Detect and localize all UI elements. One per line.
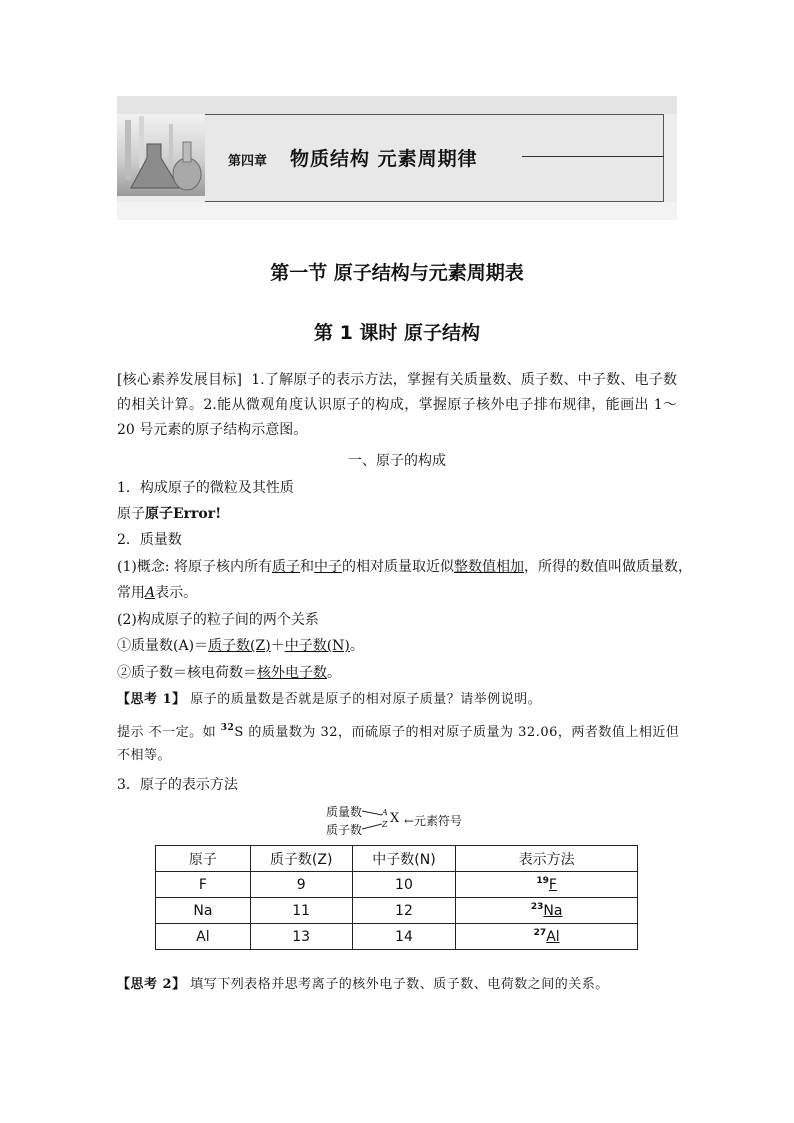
relation1-plus: ＋ xyxy=(270,638,285,654)
think2-question xyxy=(117,976,609,994)
element-symbol: Na xyxy=(543,903,563,919)
relation1-prefix: ①质量数(A)＝ xyxy=(117,638,209,654)
header-neutron: 中子数(N) xyxy=(352,846,456,872)
blank-neutron: 中子 xyxy=(314,559,342,575)
think1-hint xyxy=(117,719,679,742)
item3-heading: 3．原子的表示方法 xyxy=(117,777,238,793)
element-symbol-label: ←元素符号 xyxy=(404,814,463,828)
hint-label: 提示 xyxy=(117,725,145,740)
hint-part1: 不一定。如 xyxy=(144,725,221,740)
cell-atom: Na xyxy=(156,898,251,924)
banner-bottom-strip xyxy=(117,202,677,220)
blank-neutron-count: 中子数(N) xyxy=(284,638,350,654)
concept-middle: 的相对质量取近似 xyxy=(342,559,454,575)
relation-2 xyxy=(117,664,341,682)
blank-electron-count: 核外电子数 xyxy=(257,665,327,681)
concept-suffix: ，所得的数值叫做质量数， xyxy=(524,559,692,575)
think1-label: 【思考 1】 xyxy=(117,692,186,707)
blank-symbol-a: A xyxy=(145,585,156,601)
header-notation: 表示方法 xyxy=(456,846,638,872)
lab-glassware-image xyxy=(117,114,205,196)
think2-text: 填写下列表格并思考离子的核外电子数、质子数、电荷数之间的关系。 xyxy=(185,977,609,992)
concept-line-2 xyxy=(117,584,197,602)
concept-prefix: (1)概念: 将原子核内所有 xyxy=(117,559,272,575)
blank-proton: 质子 xyxy=(272,559,300,575)
goals-text: 1.了解原子的表示方法，掌握有关质量数、质子数、中子数、电子数的相关计算。2.能从微观角度认识原子的构成，掌握原子核外电子排布规律，能画出 1～20 号元素的原子结构示意图。 xyxy=(117,372,677,438)
header-atom: 原子 xyxy=(156,846,251,872)
mass-number: 19 xyxy=(536,876,549,886)
cell-notation xyxy=(456,924,638,950)
cell-z: 9 xyxy=(250,872,352,898)
relation2-end: 。 xyxy=(327,665,341,681)
proton-number-label: 质子数 xyxy=(326,823,363,837)
goals-label: [核心素养发展目标] xyxy=(117,372,242,388)
chapter-title-rule xyxy=(522,156,664,157)
lesson-title: 第 1 课时 原子结构 xyxy=(313,322,481,344)
cell-z: 11 xyxy=(250,898,352,924)
z-index: Z xyxy=(382,820,388,829)
think1-text: 原子的质量数是否就是原子的相对原子质量？请举例说明。 xyxy=(185,692,542,707)
blank-integer-sum: 整数值相加 xyxy=(454,559,524,575)
atom-notation-table xyxy=(155,845,638,950)
mass-number-label: 质量数 xyxy=(326,805,363,819)
part1-heading: 一、原子的构成 xyxy=(348,453,446,469)
think1-hint-line2: 不相等。 xyxy=(117,748,172,763)
table-header-row xyxy=(156,846,638,872)
item2-heading: 2．质量数 xyxy=(117,532,182,548)
item1-content xyxy=(117,505,221,523)
cell-atom: F xyxy=(156,872,251,898)
element-symbol: Al xyxy=(546,929,560,945)
header-proton: 质子数(Z) xyxy=(250,846,352,872)
chapter-label: 第四章 xyxy=(228,154,268,169)
cell-n: 12 xyxy=(352,898,456,924)
concept-line-1 xyxy=(117,558,692,576)
blank-proton-count: 质子数(Z) xyxy=(208,638,271,654)
concept-line2-suffix: 表示。 xyxy=(155,585,198,601)
think2-label: 【思考 2】 xyxy=(117,977,186,992)
hint-part2: S 的质量数为 32，而硫原子的相对原子质量为 32.06，两者数值上相近但 xyxy=(234,725,680,740)
chapter-title: 物质结构 元素周期律 xyxy=(290,148,478,170)
mass-number: 27 xyxy=(533,928,547,938)
table-row xyxy=(156,872,638,898)
element-symbol: F xyxy=(548,877,557,893)
cell-notation xyxy=(456,898,638,924)
a-index: A xyxy=(382,808,388,817)
atom-label: 原子 xyxy=(117,506,145,522)
core-goals-paragraph xyxy=(117,368,677,443)
cell-atom: Al xyxy=(156,924,251,950)
section-title: 第一节 原子结构与元素周期表 xyxy=(270,262,524,284)
table-row xyxy=(156,924,638,950)
sulfur-mass-number: 32 xyxy=(220,723,235,733)
concept-and: 和 xyxy=(300,559,314,575)
element-symbol-x: X xyxy=(390,811,400,826)
cell-n: 10 xyxy=(352,872,456,898)
relation1-end: 。 xyxy=(349,638,364,654)
error-field: 原子Error! xyxy=(145,506,222,522)
mass-number: 23 xyxy=(530,902,544,912)
atom-notation-diagram xyxy=(320,802,480,838)
think1-question xyxy=(117,691,541,709)
cell-notation xyxy=(456,872,638,898)
concept-line2-prefix: 常用 xyxy=(117,585,145,601)
cell-n: 14 xyxy=(352,924,456,950)
table-row xyxy=(156,898,638,924)
item1-heading: 1．构成原子的微粒及其性质 xyxy=(117,480,294,496)
relations-heading: (2)构成原子的粒子间的两个关系 xyxy=(117,612,319,628)
relation-1 xyxy=(117,637,364,655)
banner-top-strip xyxy=(117,96,677,114)
relation2-prefix: ②质子数＝核电荷数＝ xyxy=(117,665,257,681)
cell-z: 13 xyxy=(250,924,352,950)
